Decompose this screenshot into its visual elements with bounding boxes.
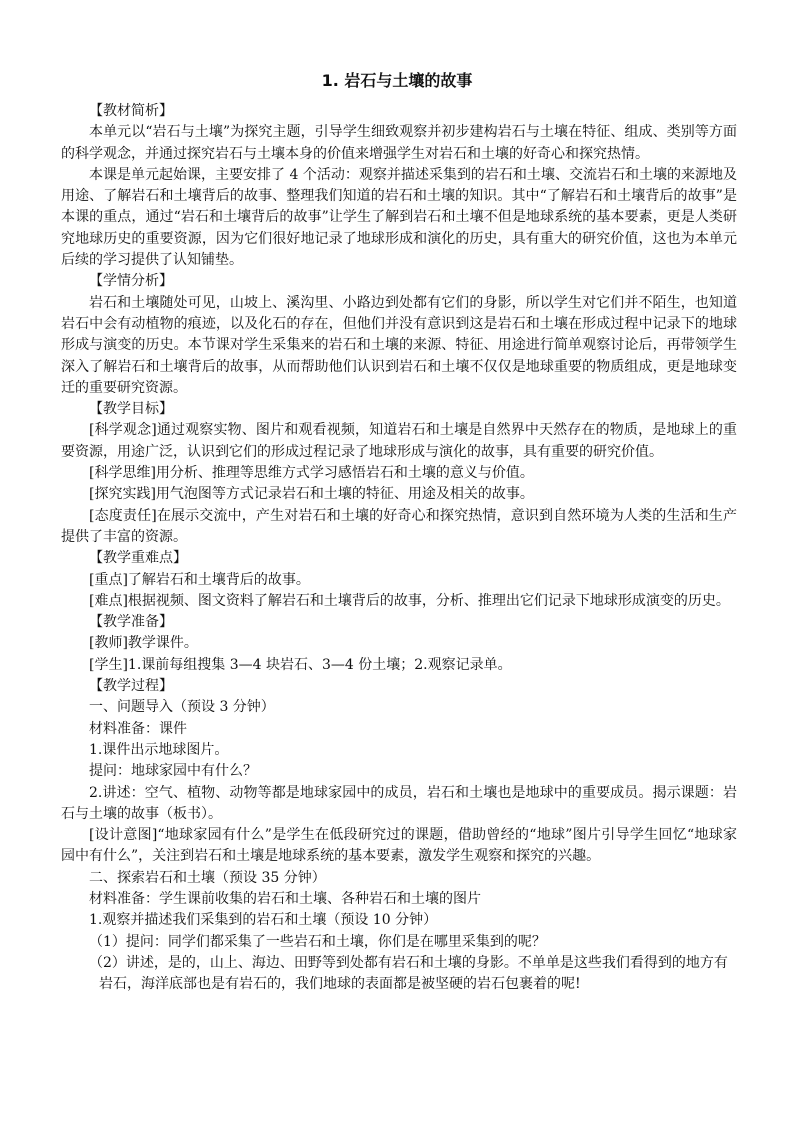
paragraph: 材料准备：课件 xyxy=(89,720,187,737)
paragraph: 材料准备：学生课前收集的岩石和土壤、各种岩石和土壤的图片 xyxy=(89,890,481,907)
paragraph: （2）讲述，是的，山上、海边、田野等到处都有岩石和土壤的身影。不单单是这些我们看得到的地方有岩石，海洋底部也是有岩石的，我们地球的表面都是被坚硬的岩石包裹着的呢! xyxy=(89,954,728,993)
paragraph: [难点]根据视频、图文资料了解岩石和土壤背后的故事，分析、推理出它们记录下地球形成演变的历史。 xyxy=(89,592,730,609)
document-body xyxy=(61,101,737,995)
section-heading-key-difficulties: 【教学重难点】 xyxy=(89,550,187,567)
section-heading-teaching-goals: 【教学目标】 xyxy=(89,401,173,418)
page-title: 1. 岩石与土壤的故事 xyxy=(321,71,473,90)
section-heading-student-analysis: 【学情分析】 xyxy=(89,273,173,290)
paragraph: （1）提问：同学们都采集了一些岩石和土壤，你们是在哪里采集到的呢？ xyxy=(89,933,546,950)
paragraph: 2.讲述：空气、植物、动物等都是地球家园中的成员，岩石和土壤也是地球中的重要成员。揭示课题：岩石与土壤的故事（板书）。 xyxy=(61,784,737,822)
paragraph: 1.课件出示地球图片。 xyxy=(89,741,229,758)
paragraph: 提问：地球家园中有什么？ xyxy=(89,763,257,780)
paragraph: [教师]教学课件。 xyxy=(89,635,198,652)
paragraph: 岩石和土壤随处可见，山坡上、溪沟里、小路边到处都有它们的身影，所以学生对它们并不陌生，也知道岩石中会有动植物的痕迹，以及化石的存在，但他们并没有意识到这是岩石和土壤在形成过程中记录下的地球形成与演变的历史。本节课对学生采集来的岩石和土壤的来源、特征、用途进行简单观察讨论后，再带领学生深入了解岩石和土壤背后的故事，从而帮助他们认识到岩石和土壤不仅仅是地球重要的物质组成，更是地球变迁的重要研究资源。 xyxy=(61,294,737,396)
paragraph: [学生]1.课前每组搜集 3—4 块岩石、3—4 份土壤；2.观察记录单。 xyxy=(89,656,512,673)
section-heading-textbook-analysis: 【教材简析】 xyxy=(89,103,173,119)
section-heading-preparation: 【教学准备】 xyxy=(89,614,173,631)
paragraph: 1.观察并描述我们采集到的岩石和土壤（预设 10 分钟） xyxy=(89,912,438,929)
section-heading-process: 【教学过程】 xyxy=(89,678,173,695)
paragraph: [探究实践]用气泡图等方式记录岩石和土壤的特征、用途及相关的故事。 xyxy=(89,486,534,503)
paragraph: [设计意图]“地球家园有什么”是学生在低段研究过的课题，借助曾经的“地球”图片引导学生回忆“地球家园中有什么”，关注到岩石和土壤是地球系统的基本要素，激发学生观察和探究的兴趣。 xyxy=(61,827,737,865)
paragraph: 本单元以“岩石与土壤”为探究主题，引导学生细致观察并初步建构岩石与土壤在特征、组成、类别等方面的科学观念，并通过探究岩石与土壤本身的价值来增强学生对岩石和土壤的好奇心和探究热情。 xyxy=(61,124,737,162)
paragraph: [科学思维]用分析、推理等思维方式学习感悟岩石和土壤的意义与价值。 xyxy=(89,465,534,482)
paragraph: 二、探索岩石和土壤（预设 35 分钟） xyxy=(89,869,326,886)
paragraph: 一、问题导入（预设 3 分钟） xyxy=(89,699,275,716)
paragraph: [重点]了解岩石和土壤背后的故事。 xyxy=(89,571,310,588)
paragraph: 本课是单元起始课，主要安排了 4 个活动：观察并描述采集到的岩石和土壤、交流岩石和土壤的来源地及用途、了解岩石和土壤背后的故事、整理我们知道的岩石和土壤的知识。其中“了解岩石和土壤背后的故事”是本课的重点，通过“岩石和土壤背后的故事”让学生了解到岩石和土壤不但是地球系统的基本要素，更是人类研究地球历史的重要资源，因为它们很好地记录了地球形成和演化的历史，具有重大的研究价值，这也为本单元后续的学习提供了认知铺垫。 xyxy=(61,166,737,269)
paragraph: [态度责任]在展示交流中，产生对岩石和土壤的好奇心和探究热情，意识到自然环境为人类的生活和生产提供了丰富的资源。 xyxy=(61,507,737,545)
paragraph: [科学观念]通过观察实物、图片和观看视频，知道岩石和土壤是自然界中天然存在的物质，是地球上的重要资源，用途广泛，认识到它们的形成过程记录了地球形成与演化的故事，具有重要的研究价值。 xyxy=(61,422,737,460)
